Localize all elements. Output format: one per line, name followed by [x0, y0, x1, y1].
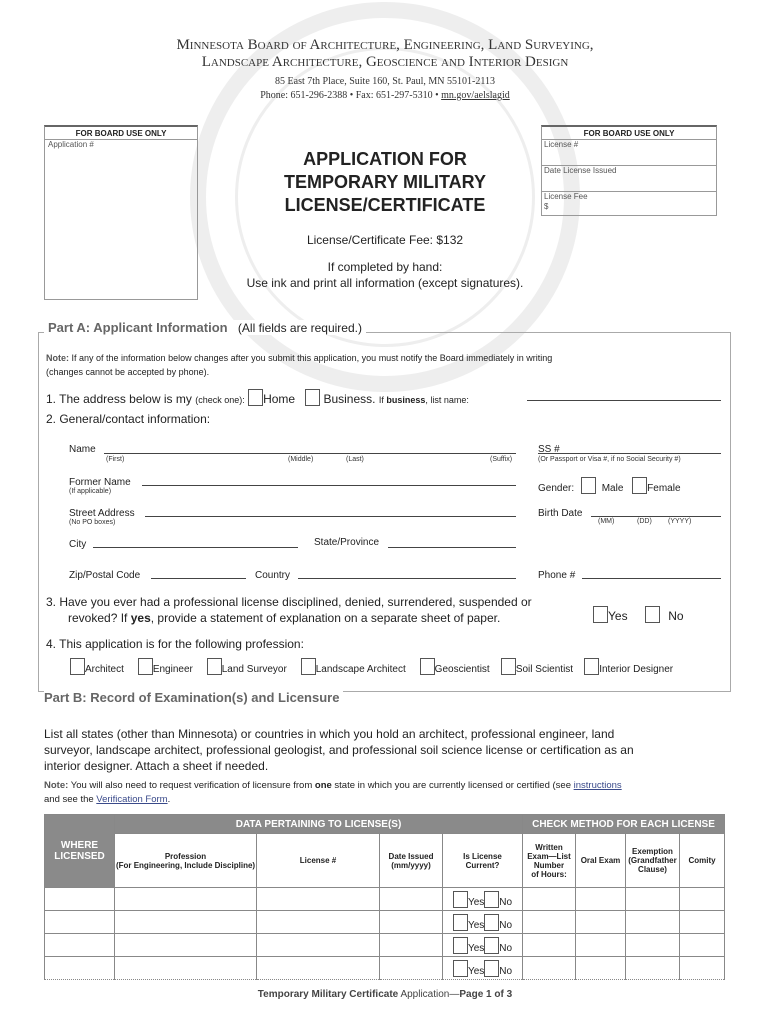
where-licensed-cell[interactable]: [45, 888, 115, 911]
current-no-label: No: [499, 965, 513, 977]
profession-cell[interactable]: [115, 957, 257, 980]
business-checkbox[interactable]: [305, 389, 320, 406]
former-name-input[interactable]: [142, 485, 516, 486]
profession-geoscientist: Geoscientist: [434, 664, 490, 675]
question-1-text: 1. The address below is my: [46, 392, 192, 406]
verification-form-link[interactable]: Verification Form: [96, 794, 168, 805]
license-fee-label: License Fee: [544, 192, 588, 201]
current-yes-checkbox[interactable]: [453, 960, 468, 977]
part-a-heading: [44, 320, 366, 335]
ss-label: SS #: [538, 444, 560, 455]
home-label: Home: [263, 392, 296, 406]
question-4-text: 4. This application is for the following profession:: [46, 637, 304, 651]
date-issued-cell[interactable]: [380, 957, 443, 980]
former-name-sub: (If applicable): [69, 488, 112, 495]
written-exam-cell[interactable]: [523, 888, 576, 911]
profession-col-sub: (For Engineering, Include Discipline): [115, 860, 256, 870]
date-issued-col-sub: (mm/yyyy): [391, 860, 431, 870]
soil-scientist-checkbox[interactable]: [501, 658, 516, 675]
written-exam-column-header: [523, 834, 576, 888]
board-name: [0, 37, 770, 71]
state-province-label: State/Province: [314, 537, 380, 548]
oral-exam-cell[interactable]: [576, 934, 626, 957]
completed-by-hand-text: If completed by hand:: [327, 260, 443, 274]
birth-date-input[interactable]: [591, 516, 721, 517]
part-b-note-post: state in which you are currently licensed or certified (see: [334, 780, 571, 791]
current-no-checkbox[interactable]: [484, 960, 499, 977]
part-a-title: Part A: Applicant Information: [48, 320, 228, 335]
ink-instructions-text: Use ink and print all information (except signatures).: [246, 276, 524, 290]
date-license-issued-field: Date License Issued: [542, 166, 716, 192]
current-no-checkbox[interactable]: [484, 914, 499, 931]
board-use-right-title: FOR BOARD USE ONLY: [542, 127, 716, 140]
comity-cell[interactable]: [680, 934, 725, 957]
name-last-label: (Last): [346, 456, 364, 463]
footer-page-number: Page 1 of 3: [459, 989, 513, 1000]
question-1-check-one: (check one):: [195, 395, 245, 405]
architect-checkbox[interactable]: [70, 658, 85, 675]
question-3-line2-post: , provide a statement of explanation on a separate sheet of paper.: [150, 611, 501, 625]
comity-cell[interactable]: [680, 957, 725, 980]
profession-land-surveyor: Land Surveyor: [221, 664, 287, 675]
name-first-label: (First): [106, 456, 125, 463]
written-exam-cell[interactable]: [523, 957, 576, 980]
current-cell: [443, 934, 523, 957]
state-province-input[interactable]: [388, 547, 516, 548]
exemption-cell[interactable]: [626, 934, 680, 957]
board-phone-fax: Phone: 651-296-2388 • Fax: 651-297-5310 •: [260, 90, 439, 101]
profession-soil-scientist: Soil Scientist: [515, 664, 574, 675]
part-a-note-label: Note:: [46, 353, 69, 363]
if-business-post: , list name:: [425, 395, 469, 405]
ss-input[interactable]: [538, 453, 721, 454]
form-title-line3: LICENSE/CERTIFICATE: [284, 195, 486, 215]
footer-application: Application—: [398, 989, 460, 1000]
where-licensed-header: WHERE LICENSED: [45, 815, 115, 888]
license-number-cell[interactable]: [257, 957, 380, 980]
if-business-pre: If: [378, 395, 384, 405]
female-checkbox[interactable]: [632, 477, 647, 494]
street-address-sub: (No PO boxes): [69, 519, 116, 526]
city-input[interactable]: [93, 547, 298, 548]
current-yes-label: Yes: [467, 919, 485, 931]
current-no-label: No: [499, 942, 513, 954]
part-b-note2-pre: and see the: [44, 794, 94, 805]
question-3: [46, 594, 532, 626]
table-row: [45, 888, 725, 911]
oral-exam-cell[interactable]: [576, 911, 626, 934]
exemption-col-line2: (Grandfather: [628, 856, 677, 865]
current-yes-checkbox[interactable]: [453, 914, 468, 931]
license-current-column-header: [443, 834, 523, 888]
license-fee-field: [542, 192, 716, 212]
written-exam-cell[interactable]: [523, 934, 576, 957]
table-row: [45, 934, 725, 957]
where-licensed-cell[interactable]: [45, 911, 115, 934]
board-contact: [0, 90, 770, 101]
current-cell: [443, 957, 523, 980]
exemption-cell[interactable]: [626, 888, 680, 911]
street-address-input[interactable]: [145, 516, 516, 517]
table-row: [45, 957, 725, 980]
former-name-label: Former Name: [69, 477, 131, 488]
profession-options: [70, 658, 673, 675]
exemption-cell[interactable]: [626, 957, 680, 980]
name-middle-label: (Middle): [288, 456, 314, 463]
current-no-label: No: [499, 896, 513, 908]
current-yes-checkbox[interactable]: [453, 937, 468, 954]
comity-cell[interactable]: [680, 911, 725, 934]
board-use-right-box: [541, 125, 717, 216]
form-title-line2: TEMPORARY MILITARY: [284, 172, 486, 192]
exemption-column-header: [626, 834, 680, 888]
question-3-line1: 3. Have you ever had a professional license disciplined, denied, surrendered, suspended or: [46, 595, 532, 609]
comity-cell[interactable]: [680, 888, 725, 911]
birth-dd-label: (DD): [637, 518, 652, 525]
part-b-note2-post: .: [167, 794, 171, 805]
current-no-checkbox[interactable]: [484, 937, 499, 954]
profession-interior-designer: Interior Designer: [599, 664, 674, 675]
where-licensed-cell[interactable]: [45, 934, 115, 957]
license-number-field: License #: [542, 140, 716, 166]
license-number-cell[interactable]: [257, 934, 380, 957]
part-b-para-line1: List all states (other than Minnesota) or countries in which you hold an architect, professional engineer, land: [44, 727, 615, 741]
current-yes-checkbox[interactable]: [453, 891, 468, 908]
gender-label: Gender:: [538, 483, 575, 494]
page-footer: [0, 989, 770, 1000]
board-name-line1: Minnesota Board of Architecture, Engineering, Land Surveying,: [176, 37, 594, 53]
application-number-field: Application #: [48, 140, 94, 149]
question-2-text: 2. General/contact information:: [46, 412, 211, 426]
current-yes-label: Yes: [467, 896, 485, 908]
interior-designer-checkbox[interactable]: [584, 658, 599, 675]
oral-exam-cell[interactable]: [576, 888, 626, 911]
written-col-line1: Written: [535, 842, 563, 852]
part-a-required: (All fields are required.): [237, 321, 362, 335]
street-address-label: Street Address: [69, 508, 135, 519]
exemption-cell[interactable]: [626, 911, 680, 934]
disciplined-yes-label: Yes: [608, 609, 628, 623]
written-col-line2: Exam—List: [527, 851, 571, 861]
license-number-cell[interactable]: [257, 911, 380, 934]
part-a-note-text2: (changes cannot be accepted by phone).: [46, 367, 210, 377]
profession-column-header: [115, 834, 257, 888]
board-website-link[interactable]: mn.gov/aelslagid: [441, 90, 510, 101]
part-b-instructions: [44, 726, 734, 774]
home-checkbox[interactable]: [248, 389, 263, 406]
part-b-title: Part B: Record of Examination(s) and Licensure: [44, 690, 343, 705]
part-b-note-pre: You will also need to request verification of licensure from: [70, 780, 313, 791]
business-label: Business.: [323, 392, 376, 406]
name-input[interactable]: [104, 453, 516, 454]
profession-architect: Architect: [85, 664, 124, 675]
part-a-note: [46, 351, 716, 379]
current-yes-label: Yes: [467, 965, 485, 977]
current-no-checkbox[interactable]: [484, 891, 499, 908]
license-number-cell[interactable]: [257, 888, 380, 911]
current-col-line1: Is License: [463, 851, 502, 861]
country-label: Country: [255, 570, 291, 581]
birth-date-label: Birth Date: [538, 508, 583, 519]
zip-label: Zip/Postal Code: [69, 570, 141, 581]
date-issued-col-label: Date Issued: [388, 851, 434, 861]
profession-cell[interactable]: [115, 911, 257, 934]
date-issued-column-header: [380, 834, 443, 888]
disciplined-yes-checkbox[interactable]: [593, 606, 608, 623]
license-fee-text: License/Certificate Fee: $132: [306, 233, 464, 247]
exemption-col-line1: Exemption: [632, 847, 673, 856]
part-a-note-text1: If any of the information below changes after you submit this application, you must notify the Board immediately in writing: [71, 353, 553, 363]
license-fee-dollar: $: [544, 202, 549, 211]
country-input[interactable]: [298, 578, 516, 579]
male-checkbox[interactable]: [581, 477, 596, 494]
exemption-col-line3: Clause): [638, 865, 667, 874]
phone-label: Phone #: [538, 570, 576, 581]
current-col-line2: Current?: [465, 860, 500, 870]
date-issued-cell[interactable]: [380, 911, 443, 934]
birth-mm-label: (MM): [598, 518, 615, 525]
phone-input[interactable]: [582, 578, 721, 579]
footer-title: Temporary Military Certificate: [257, 989, 399, 1000]
gender-row: [538, 477, 681, 494]
part-b-para-line2: surveyor, landscape architect, professional geologist, and professional soil science license or certification as an: [44, 743, 634, 757]
engineer-checkbox[interactable]: [138, 658, 153, 675]
if-business-bold: business: [386, 395, 426, 405]
board-use-left-title: FOR BOARD USE ONLY: [45, 127, 197, 140]
geoscientist-checkbox[interactable]: [420, 658, 435, 675]
licensure-table: [44, 814, 725, 980]
male-label: Male: [601, 483, 624, 494]
current-yes-label: Yes: [467, 942, 485, 954]
question-3-yes-bold: yes: [130, 611, 151, 625]
oral-exam-cell[interactable]: [576, 957, 626, 980]
written-exam-cell[interactable]: [523, 911, 576, 934]
land-surveyor-checkbox[interactable]: [207, 658, 222, 675]
written-col-line3: Number: [533, 860, 565, 870]
table-row: [45, 911, 725, 934]
birth-yyyy-label: (YYYY): [668, 518, 692, 525]
ss-sub-label: (Or Passport or Visa #, if no Social Security #): [538, 456, 681, 463]
profession-cell[interactable]: [115, 934, 257, 957]
profession-col-label: Profession: [164, 851, 207, 861]
zip-input[interactable]: [151, 578, 246, 579]
board-name-line2: Landscape Architecture, Geoscience and Interior Design: [201, 54, 569, 70]
comity-column-header: Comity: [680, 834, 725, 888]
name-label: Name: [69, 444, 96, 455]
part-b-note-bold: one: [314, 780, 332, 791]
form-title: [235, 148, 535, 217]
profession-landscape-architect: Landscape Architect: [315, 664, 406, 675]
written-col-line4: of Hours:: [531, 869, 567, 879]
profession-cell[interactable]: [115, 888, 257, 911]
question-3-line2-pre: revoked? If: [68, 611, 128, 625]
check-method-header: CHECK METHOD FOR EACH LICENSE: [523, 815, 725, 834]
part-b-para-line3: interior designer. Attach a sheet if needed.: [44, 759, 269, 773]
female-label: Female: [647, 483, 681, 494]
form-title-line1: APPLICATION FOR: [303, 149, 467, 169]
date-issued-cell[interactable]: [380, 934, 443, 957]
city-label: City: [69, 539, 87, 550]
disciplined-no-label: No: [668, 609, 684, 623]
current-no-label: No: [499, 919, 513, 931]
board-address: 85 East 7th Place, Suite 160, St. Paul, MN 55101-2113: [275, 76, 495, 87]
current-cell: [443, 911, 523, 934]
question-3-answers: [593, 606, 684, 623]
question-1: [46, 389, 469, 406]
part-b-note: [44, 779, 734, 807]
date-issued-cell[interactable]: [380, 888, 443, 911]
name-suffix-label: (Suffix): [490, 456, 513, 463]
instructions-link[interactable]: instructions: [573, 780, 622, 791]
landscape-architect-checkbox[interactable]: [301, 658, 316, 675]
business-name-input[interactable]: [527, 400, 721, 401]
oral-exam-column-header: Oral Exam: [576, 834, 626, 888]
data-pertaining-header: DATA PERTAINING TO LICENSE(S): [115, 815, 523, 834]
part-b-note-label: Note:: [44, 780, 69, 791]
where-licensed-cell[interactable]: [45, 957, 115, 980]
disciplined-no-checkbox[interactable]: [645, 606, 660, 623]
license-number-column-header: License #: [257, 834, 380, 888]
current-cell: [443, 888, 523, 911]
profession-engineer: Engineer: [152, 664, 193, 675]
